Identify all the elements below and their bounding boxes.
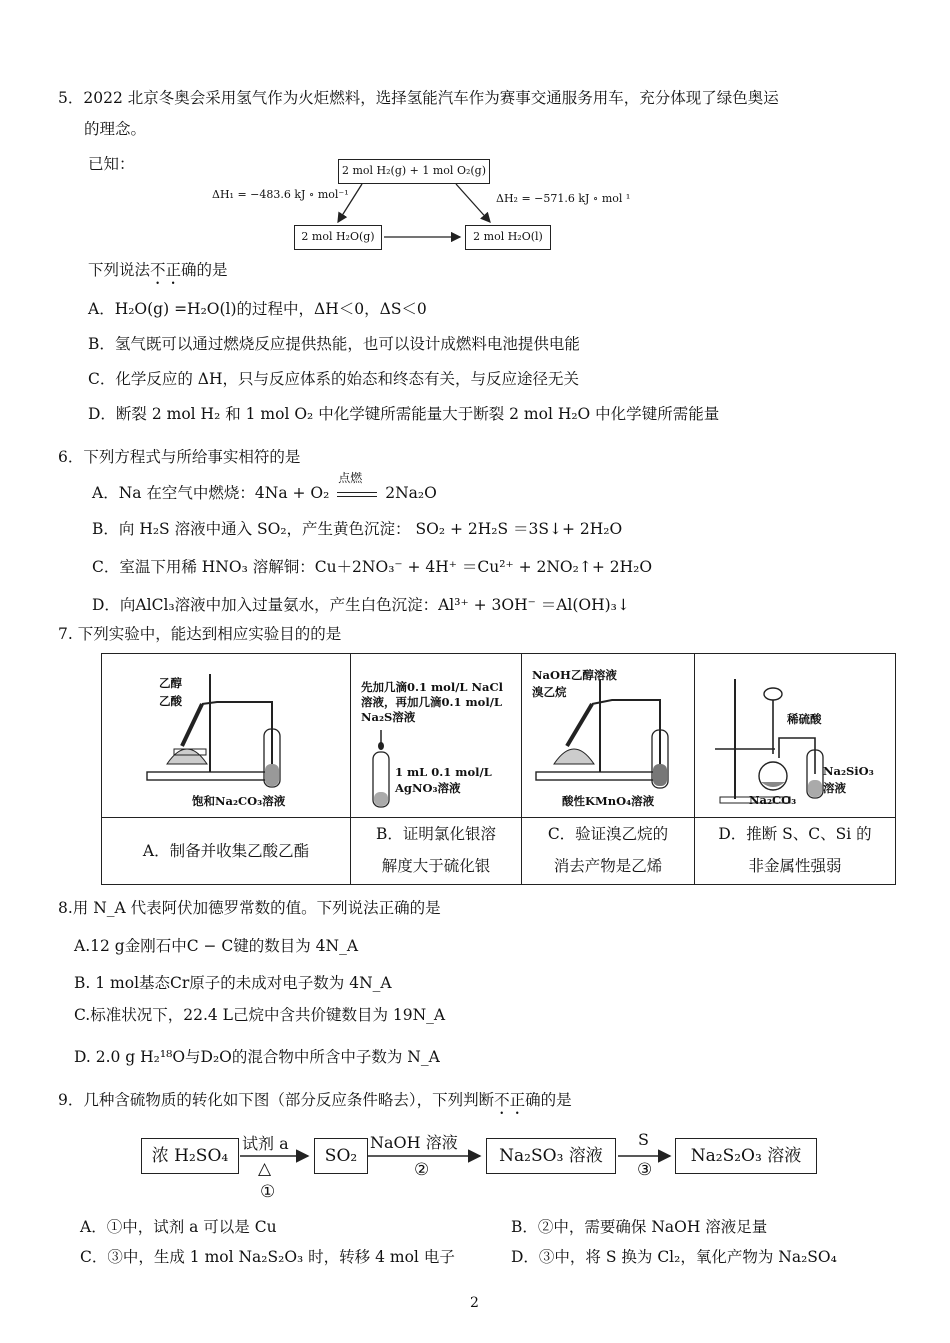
diagram-box-water-liquid: 2 mol H₂O(l) [465, 225, 551, 250]
q5-stem-line2: 的理念。 [84, 120, 147, 138]
exp-b-figure: 先加几滴0.1 mol/L NaCl 溶液，再加几滴0.1 mol/L Na₂S溶液 1 mL 0.1 mol/L AgNO₃溶液 [351, 654, 522, 818]
flow-arrow1-reagent: 试剂 a [242, 1134, 289, 1153]
flow-arrows [0, 1100, 950, 1220]
q5-stem-line1: 5．2022 北京冬奥会采用氢气作为火炬燃料，选择氢能汽车作为赛事交通服务用车，充分体现了绿色奥运 [58, 89, 779, 107]
q8-stem: 8.用 N_A 代表阿伏加德罗常数的值。下列说法正确的是 [58, 899, 441, 917]
q6-option-b: B．向 H₂S 溶液中通入 SO₂，产生黄色沉淀： SO₂ + 2H₂S ＝3S↓+ 2H₂O [92, 520, 623, 538]
diagram-dh1: ΔH₁ = −483.6 kJ ∘ mol⁻¹ [212, 188, 349, 201]
apparatus-a [102, 654, 350, 817]
exp-c-caption: C．验证溴乙烷的 消去产物是乙烯 [522, 818, 695, 885]
q5-question: 下列说法不正确的是 [88, 261, 228, 279]
exp-a-caption: A．制备并收集乙酸乙酯 [102, 818, 351, 885]
q9-stem: 9．几种含硫物质的转化如下图（部分反应条件略去），下列判断不正确的是 [58, 1091, 572, 1109]
flow-arrow2-reagent: NaOH 溶液 [370, 1133, 458, 1152]
flow-box-na2s2o3: Na₂S₂O₃ 溶液 [675, 1138, 817, 1174]
apparatus-d [695, 654, 898, 817]
diagram-arrows [0, 0, 950, 300]
q9-option-c: C．③中，生成 1 mol Na₂S₂O₃ 时，转移 4 mol 电子 [80, 1248, 455, 1266]
q6-option-d: D．向AlCl₃溶液中加入过量氨水，产生白色沉淀：Al³⁺ + 3OH⁻ ＝Al(OH)₃↓ [92, 596, 630, 614]
apparatus-c [522, 654, 694, 817]
flow-arrow3-reagent: S [638, 1130, 649, 1149]
q6-option-a: A．Na 在空气中燃烧：4Na + O₂ 点燃 2Na₂O [92, 471, 437, 502]
exp-c-figure: NaOH乙醇溶液 溴乙烷 酸性KMnO₄溶液 [522, 654, 695, 818]
flow-arrow3-number: ③ [637, 1160, 653, 1180]
q7-experiment-table [101, 653, 896, 885]
q5-option-b: B．氢气既可以通过燃烧反应提供热能，也可以设计成燃料电池提供电能 [88, 335, 580, 353]
diagram-box-reactants: 2 mol H₂(g) + 1 mol O₂(g) [338, 159, 490, 184]
exp-d-figure: 稀硫酸 Na₂SiO₃ 溶液 Na₂CO₃ [695, 654, 896, 818]
q8-option-a: A.12 g金刚石中C − C键的数目为 4N_A [74, 937, 359, 955]
flow-arrow1-number: ① [260, 1182, 276, 1202]
ignite-condition: 点燃 [338, 471, 363, 485]
flow-box-so2: SO₂ [314, 1138, 368, 1174]
q5-option-c: C．化学反应的 ΔH，只与反应体系的始态和终态有关，与反应途径无关 [88, 370, 579, 388]
flow-box-na2so3: Na₂SO₃ 溶液 [486, 1138, 616, 1174]
q9-option-b: B．②中，需要确保 NaOH 溶液足量 [511, 1218, 768, 1236]
flow-arrow1-heat: △ [258, 1159, 272, 1179]
q5-option-d: D．断裂 2 mol H₂ 和 1 mol O₂ 中化学键所需能量大于断裂 2 mol H₂O 中化学键所需能量 [88, 405, 720, 423]
q9-option-a: A．①中，试剂 a 可以是 Cu [80, 1218, 277, 1236]
q6-stem: 6．下列方程式与所给事实相符的是 [58, 448, 301, 466]
q7-stem: 7. 下列实验中，能达到相应实验目的的是 [58, 625, 342, 643]
q9-option-d: D．③中，将 S 换为 Cl₂，氧化产物为 Na₂SO₄ [511, 1248, 837, 1266]
diagram-box-water-gas: 2 mol H₂O(g) [294, 225, 382, 250]
page-number: 2 [470, 1295, 479, 1311]
q8-option-d: D. 2.0 g H₂¹⁸O与D₂O的混合物中所含中子数为 N_A [74, 1048, 440, 1066]
flow-arrow2-number: ② [414, 1160, 430, 1180]
exp-d-caption: D．推断 S、C、Si 的 非金属性强弱 [695, 818, 896, 885]
q8-option-b: B. 1 mol基态Cr原子的未成对电子数为 4N_A [74, 974, 392, 992]
exp-a-figure: 乙醇 乙酸 饱和Na₂CO₃溶液 [102, 654, 351, 818]
q8-option-c: C.标准状况下，22.4 L己烷中含共价键数目为 19N_A [74, 1006, 446, 1024]
q5-option-a: A．H₂O(g) =H₂O(l)的过程中，ΔH＜0，ΔS＜0 [88, 300, 427, 318]
flow-box-conc-h2so4: 浓 H₂SO₄ [141, 1138, 239, 1174]
q6-option-c: C．室温下用稀 HNO₃ 溶解铜：Cu＋2NO₃⁻ + 4H⁺ ＝Cu²⁺ + 2NO₂↑+ 2H₂O [92, 558, 653, 576]
diagram-dh2: ΔH₂ = −571.6 kJ ∘ mol ¹ [496, 192, 631, 205]
q5-known: 已知： [88, 155, 135, 173]
exp-b-caption: B．证明氯化银溶 解度大于硫化银 [351, 818, 522, 885]
